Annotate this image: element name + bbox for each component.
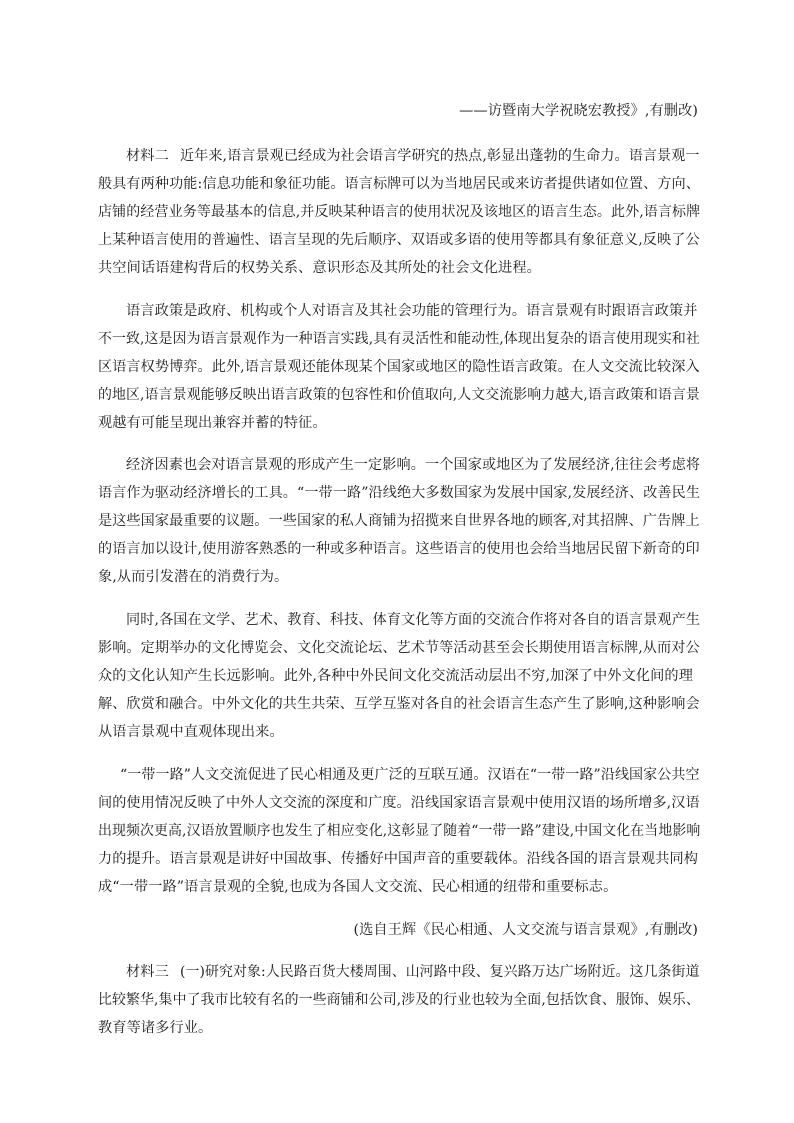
source-citation: (选自王辉《民心相通、人文交流与语言景观》,有删改) bbox=[353, 922, 698, 938]
paragraph-line: 众的文化认知产生长远影响。此外,各种中外民间文化交流活动层出不穷,加深了中外文化间的理 bbox=[98, 668, 694, 684]
source-citation-top: ——访暨南大学祝晓宏教授》,有删改) bbox=[459, 103, 698, 119]
paragraph-line: 象,从而引发潜在的消费行为。 bbox=[98, 569, 289, 585]
paragraph-line: 成“一带一路”语言景观的全貌,也成为各国人文交流、民心相通的纽带和重要标志。 bbox=[98, 879, 618, 895]
paragraph-line: 的语言加以设计,使用游客熟悉的一种或多种语言。这些语言的使用也会给当地居民留下新奇的印 bbox=[98, 541, 700, 557]
paragraph-line: “一带一路”人文交流促进了民心相通及更广泛的互联互通。汉语在“一带一路”沿线国家公共空 bbox=[120, 767, 700, 783]
paragraph-line: 不一致,这是因为语言景观作为一种语言实践,具有灵活性和能动性,体现出复杂的语言使用现实和社 bbox=[98, 331, 700, 347]
paragraph-line: 经济因素也会对语言景观的形成产生一定影响。一个国家或地区为了发展经济,往往会考虑将 bbox=[126, 457, 701, 473]
paragraph-line: 共空间话语建构背后的权势关系、意识形态及其所处的社会文化进程。 bbox=[98, 260, 541, 276]
material-3-label: 材料三 bbox=[126, 964, 169, 980]
paragraph-line: 区语言权势博弈。此外,语言景观还能体现某个国家或地区的隐性语言政策。在人文交流比较深入 bbox=[98, 359, 700, 375]
paragraph-line: 力的提升。语言景观是讲好中国故事、传播好中国声音的重要载体。沿线各国的语言景观共同构 bbox=[98, 851, 699, 867]
paragraph-line: 上某种语言使用的普遍性、语言呈现的先后顺序、双语或多语的使用等都具有象征意义,反映了公 bbox=[98, 232, 700, 248]
paragraph-line: 同时,各国在文学、艺术、教育、科技、体育文化等方面的交流合作将对各自的语言景观产生 bbox=[126, 612, 701, 628]
paragraph-line: 近年来,语言景观已经成为社会语言学研究的热点,彰显出蓬勃的生命力。语言景观一 bbox=[180, 148, 700, 164]
paragraph-line: 观越有可能呈现出兼容并蓄的特征。 bbox=[98, 415, 327, 431]
paragraph-line: 语言作为驱动经济增长的工具。“一带一路”沿线绝大多数国家为发展中国家,发展经济、改善民生 bbox=[98, 485, 701, 501]
paragraph-line: (一)研究对象:人民路百货大楼周围、山河路中段、复兴路万达广场附近。这几条街道 bbox=[180, 964, 700, 980]
paragraph-line: 间的使用情况反映了中外人文交流的深度和广度。沿线国家语言景观中使用汉语的场所增多,汉语 bbox=[98, 795, 700, 811]
paragraph-line: 影响。定期举办的文化博览会、文化交流论坛、艺术节等活动甚至会长期使用语言标牌,从而对公 bbox=[98, 640, 700, 656]
paragraph-line: 解、欣赏和融合。中外文化的共生共荣、互学互鉴对各自的社会语言生态产生了影响,这种影响会 bbox=[98, 696, 700, 712]
paragraph-line: 般具有两种功能:信息功能和象征功能。语言标牌可以为当地居民或来访者提供诸如位置、方向、 bbox=[98, 176, 700, 192]
paragraph-line: 店铺的经营业务等最基本的信息,并反映某种语言的使用状况及该地区的语言生态。此外,语言标牌 bbox=[98, 204, 701, 220]
paragraph-line: 出现频次更高,汉语放置顺序也发生了相应变化,这彰显了随着“一带一路”建设,中国文化在当地影响 bbox=[98, 823, 701, 839]
paragraph-line: 是这些国家最重要的议题。一些国家的私人商铺为招揽来自世界各地的顾客,对其招牌、广告牌上 bbox=[98, 513, 700, 529]
material-2-label: 材料二 bbox=[126, 148, 169, 164]
paragraph-line: 从语言景观中直观体现出来。 bbox=[98, 724, 284, 740]
paragraph-line: 教育等诸多行业。 bbox=[98, 1020, 213, 1036]
paragraph-line: 语言政策是政府、机构或个人对语言及其社会功能的管理行为。语言景观有时跟语言政策并 bbox=[126, 303, 698, 319]
paragraph-line: 比较繁华,集中了我市比较有名的一些商铺和公司,涉及的行业也较为全面,包括饮食、服饰、娱乐、 bbox=[98, 992, 700, 1008]
paragraph-line: 的地区,语言景观能够反映出语言政策的包容性和价值取向,人文交流影响力越大,语言政策和语言景 bbox=[98, 387, 700, 403]
